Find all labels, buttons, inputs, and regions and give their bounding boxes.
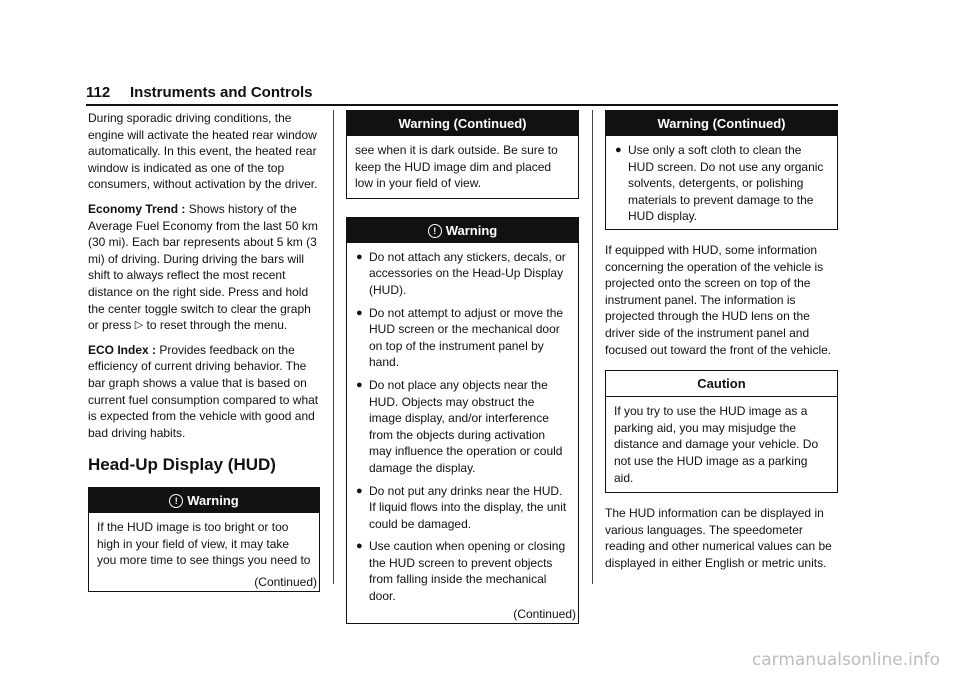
column-2 [346,110,579,634]
list-item-text: Use caution when opening or closing the HUD screen to prevent objects from falling inside the mechanical door. [369,539,566,604]
bullet-icon: ● [615,144,622,156]
page-number: 112 [86,84,111,101]
warning-text: If the HUD image is too bright or too high in your field of view, it may take you more time to see things you need to [97,520,311,568]
intro-paragraph: During sporadic driving conditions, the engine will activate the heated rear window automatically. In this event, the heated rear window is indicated as one of the top consumers, without activation by the driver. [88,111,318,192]
warning-continued-box [605,110,838,230]
list-item-text: Do not attempt to adjust or move the HUD screen or the mechanical door on top of the instrument panel by hand. [369,305,564,370]
warning-bullet-list [614,142,829,225]
caution-header: Caution [606,371,837,397]
warning-title: Warning [445,222,498,238]
warning-box [346,217,579,624]
header-rule [86,104,838,106]
triangle-right-icon: ▷ [134,319,144,332]
warning-continued-body [606,136,837,229]
warning-continued-body [347,136,578,198]
list-item [614,142,829,225]
eco-index-term: ECO Index : [88,342,157,357]
caution-body [606,397,837,492]
bullet-icon: ● [356,306,363,319]
continued-label: (Continued) [513,606,576,621]
watermark: carmanualsonline.info [751,650,940,670]
eco-index-text: Provides feedback on the efficiency of current driving behavior. The bar graph shows a value that is based on current fuel consumption compared to what is expected from the vehicle with good and bad driving habits. [88,342,319,440]
list-item-text: Do not place any objects near the HUD. Objects may obstruct the image display, and/or interference from the objects during activation may influence the operation or could damage the display. [369,377,563,475]
column-divider [592,110,593,584]
list-item [355,377,570,477]
list-item [355,538,570,604]
list-item-text: Use only a soft cloth to clean the HUD screen. Do not use any organic solvents, detergents, or polishing materials to prevent damage to the HUD display. [628,143,824,224]
bullet-icon: ● [356,540,363,553]
warning-continued-header: Warning (Continued) [347,111,578,136]
bullet-icon: ● [356,378,363,391]
hud-info-paragraph: If equipped with HUD, some information concerning the operation of the vehicle is projected onto the screen on top of the instrument panel. The information is projected through the HUD lens on the driver side of the instrument panel and focused out toward the front of the vehicle. [605,242,832,357]
warning-continued-text: see when it is dark outside. Be sure to keep the HUD image dim and placed low in your field of view. [355,143,558,191]
warning-box-header [89,488,319,513]
column-3 [605,110,838,579]
warning-box-body [347,243,578,607]
warning-icon: ! [169,494,183,508]
continued-label: (Continued) [254,575,317,590]
warning-box-header [347,218,578,243]
column-1 [88,110,320,602]
hud-language-paragraph: The HUD information can be displayed in various languages. The speedometer reading and other numerical values can be displayed in either English or metric units. [605,506,832,570]
warning-title: Warning [187,493,239,509]
list-item [355,305,570,371]
section-title: Instruments and Controls [130,84,313,101]
page-header [86,84,838,106]
bullet-icon: ● [356,250,363,263]
warning-bullet-list [355,249,570,605]
bullet-icon: ● [356,484,363,497]
warning-box-body [89,513,319,575]
hud-heading: Head-Up Display (HUD) [88,455,276,475]
list-item [355,249,570,299]
list-item-text: Do not attach any stickers, decals, or accessories on the Head-Up Display (HUD). [369,249,566,297]
economy-trend-text-end: to reset through the menu. [146,318,288,333]
economy-trend-paragraph [88,201,320,334]
warning-box [88,487,320,592]
eco-index-paragraph [88,342,320,442]
warning-icon: ! [428,224,442,238]
caution-box [605,370,838,493]
warning-continued-header: Warning (Continued) [606,111,837,136]
economy-trend-term: Economy Trend : [88,201,186,216]
list-item-text: Do not put any drinks near the HUD. If liquid flows into the display, the unit could be damaged. [369,483,567,531]
warning-continued-box [346,110,579,199]
caution-text: If you try to use the HUD image as a parking aid, you may misjudge the distance and damage your vehicle. Do not use the HUD image as a parking aid. [614,404,819,485]
column-divider [333,110,334,584]
list-item [355,483,570,533]
economy-trend-text: Shows history of the Average Fuel Economy from the last 50 km (30 mi). Each bar represents about 5 km (3 mi) of driving. During driving the bars will shift to always reflect the most recent distance on the right side. Press and hold the center toggle switch to clear the graph or press [88,201,318,333]
